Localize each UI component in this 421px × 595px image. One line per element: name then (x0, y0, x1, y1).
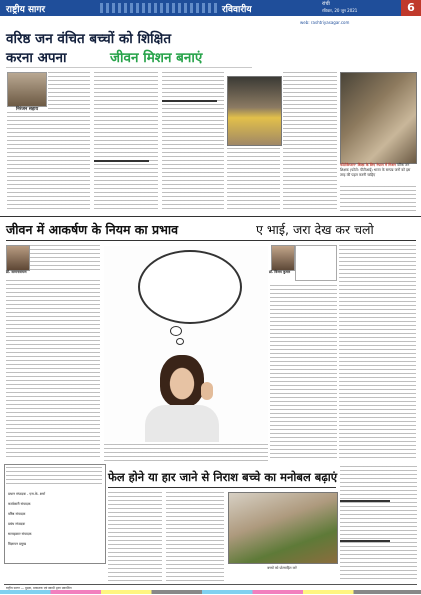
footer-text: राष्ट्रीय सागर — मुद्रक, प्रकाशक एवं स्वामी द्वारा प्रकाशित (6, 586, 72, 590)
subhead-mark (162, 100, 217, 102)
masthead-pattern (100, 3, 220, 13)
article1-text-col (48, 72, 90, 112)
imprint-row: कार्यकारी संपादक (8, 502, 31, 506)
imprint-notice (6, 467, 102, 487)
author-photo (7, 72, 47, 107)
headline-rule (6, 67, 252, 68)
article1-text-col (340, 186, 416, 212)
thought-bubble-dot (170, 326, 182, 336)
pull-quote-box (295, 245, 337, 281)
article1-headline-highlight: जीवन मिशन बनाएं (110, 50, 203, 66)
headline-rule (108, 487, 336, 488)
website-link[interactable]: web: rashtriyasagar.com (300, 20, 350, 25)
subhead-mark (340, 500, 390, 502)
article4-headline: फेल होने या हार जाने से निराश बच्चे का मनोबल बढ़ाएं (108, 470, 338, 484)
photo-caption: फोटोकैप्शन- शिक्षा के लिए नेपाल में मिशन वरिष्ठ जन शिक्षक (फोटो: पीटीआई) भारत के सम्पन्न जनों को इस तरह की पहल करनी चाहिए (340, 163, 411, 177)
thought-cloud (138, 250, 242, 324)
imprint-row: सलाहकार संपादक (8, 532, 32, 536)
article1-headline-line2: करना अपना (6, 50, 67, 66)
article2-text-col (30, 245, 100, 271)
brand-logo: राष्ट्रीय सागर (6, 5, 46, 15)
article1-headline-line1: वरिष्ठ जन वंचित बच्चों को शिक्षित (6, 31, 172, 47)
article1-text-col (227, 148, 280, 212)
imprint-row: विज्ञापन प्रमुख (8, 542, 26, 546)
article2-text-col (104, 444, 268, 464)
author-name: डॉ. विजय कुमार (269, 270, 291, 274)
article3-text-col (270, 285, 337, 460)
author-photo (271, 245, 295, 271)
edition-date: रविवार, 20 जून 2021 (322, 8, 358, 13)
teacher-photo (340, 72, 417, 164)
article1-text-col (94, 72, 158, 212)
article3-text-col (339, 245, 416, 460)
photo-caption: बच्चों को प्रोत्साहित करें (267, 566, 297, 570)
article1-text-col (7, 112, 90, 212)
children-photo (228, 492, 338, 564)
imprint-row: वरिष्ठ संपादक (8, 512, 26, 516)
subhead-mark (340, 540, 390, 542)
boy-photo (227, 76, 282, 146)
woman-shirt (145, 405, 219, 442)
print-color-bar (0, 590, 421, 594)
woman-hand (201, 382, 213, 400)
author-photo (6, 245, 30, 271)
thought-bubble-dot (176, 338, 184, 345)
article3-headline-right: ए भाई, जरा देख कर चलो (256, 222, 374, 237)
author-name: डॉ. सत्यनारायण (6, 270, 27, 274)
woman-head (160, 355, 204, 407)
author-name: निरंजन सहाय (15, 107, 39, 112)
imprint-row: प्रधान संपादक - एस.के. शर्मा (8, 492, 46, 496)
article2-text-col (6, 280, 100, 460)
headline-rule (6, 240, 416, 241)
imprint-row: प्रबंध संपादक (8, 522, 26, 526)
edition-city: रांची (322, 1, 330, 7)
article1-text-col (283, 72, 337, 212)
section-divider (0, 216, 421, 217)
article2-headline: जीवन में आकर्षण के नियम का प्रभाव (6, 222, 179, 237)
article4-text-col (166, 492, 224, 582)
sidebar-text-col (340, 466, 417, 582)
page-number: 6 (401, 0, 421, 16)
subhead-mark (94, 160, 149, 162)
section-title: रविवारीय (222, 5, 252, 15)
footer-rule (4, 584, 417, 585)
article1-text-col (162, 72, 224, 212)
article4-text-col (108, 492, 162, 582)
